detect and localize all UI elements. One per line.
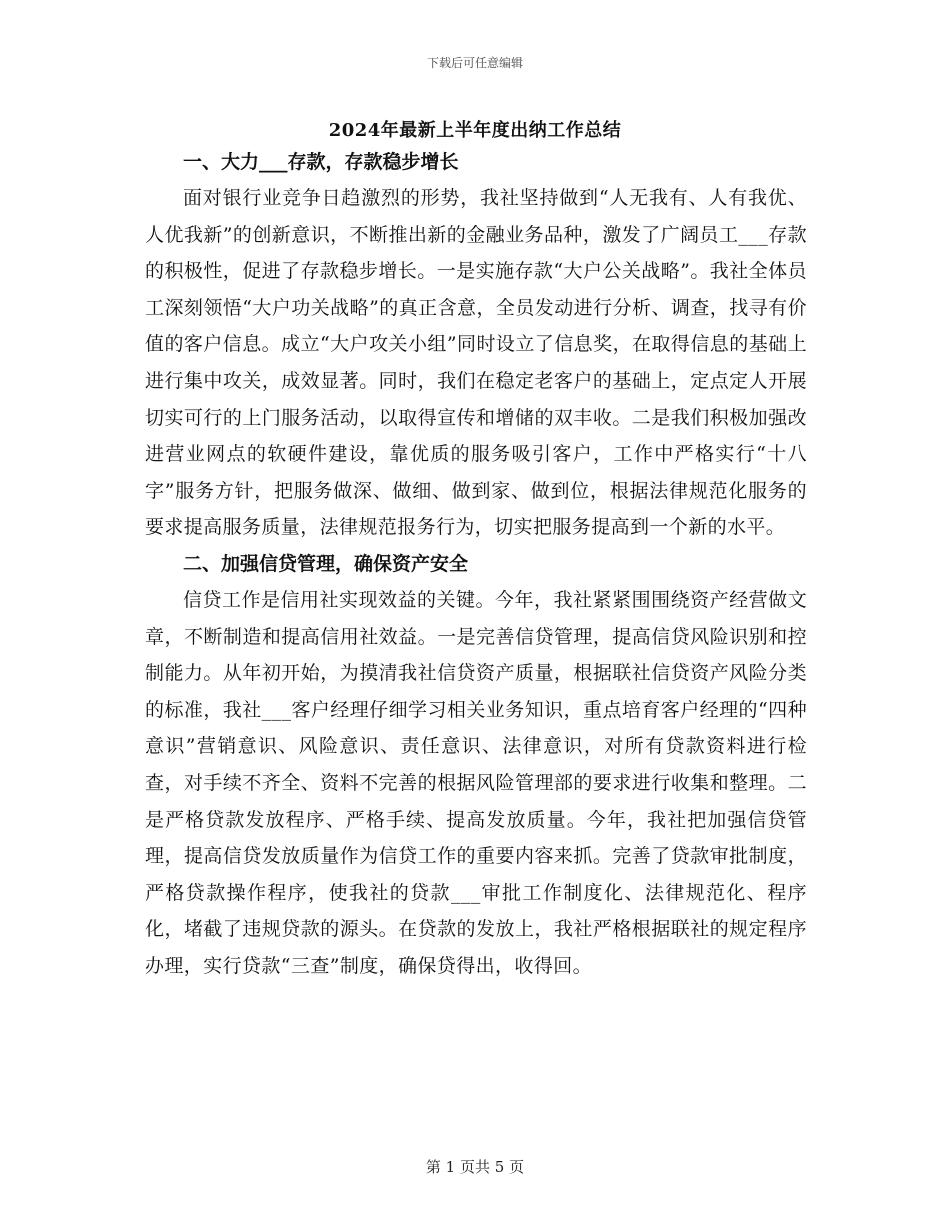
section-heading-1: 一、大力___存款，存款稳步增长: [183, 151, 459, 173]
page-number: 第 1 页共 5 页: [425, 1158, 525, 1176]
document-body: [145, 146, 807, 986]
section-paragraph-2: 信贷工作是信用社实现效益的关键。今年，我社紧紧围围绕资产经营做文章，不断制造和提高信用社效益。一是完善信贷管理，提高信贷风险识别和控制能力。从年初开始，为摸清我社信贷资产质量，根据联社信贷资产风险分类的标准，我社___客户经理仔细学习相关业务知识，重点培育客户经理的“四种意识”营销意识、风险意识、责任意识、法律意识，对所有贷款资料进行检查，对手续不齐全、资料不完善的根据风险管理部的要求进行收集和整理。二是严格贷款发放程序、严格手续、提高发放质量。今年，我社把加强信贷管理，提高信贷发放质量作为信贷工作的重要内容来抓。完善了贷款审批制度，严格贷款操作程序，使我社的贷款___审批工作制度化、法律规范化、程序化，堵截了违规贷款的源头。在贷款的发放上，我社严格根据联社的规定程序办理，实行贷款“三查”制度，确保贷得出，收得回。: [145, 588, 807, 977]
header-note: 下载后可任意编辑: [426, 56, 523, 70]
section-paragraph-1: 面对银行业竞争日趋激烈的形势，我社坚持做到“人无我有、人有我优、人优我新”的创新意识，不断推出新的金融业务品种，激发了广阔员工___存款的积极性，促进了存款稳步增长。一是实施存款“大户公关战略”。我社全体员工深刻领悟“大户功关战略”的真正含意，全员发动进行分析、调查，找寻有价值的客户信息。成立“大户攻关小组”同时设立了信息奖，在取得信息的基础上进行集中攻关，成效显著。同时，我们在稳定老客户的基础上，定点定人开展切实可行的上门服务活动，以取得宣传和增储的双丰收。二是我们积极加强改进营业网点的软硬件建设，靠优质的服务吸引客户，工作中严格实行“十八字”服务方针，把服务做深、做细、做到家、做到位，根据法律规范化服务的要求提高服务质量，法律规范报务行为，切实把服务提高到一个新的水平。: [145, 187, 807, 539]
section-heading-2: 二、加强信贷管理，确保资产安全: [183, 552, 469, 575]
document-title: 2024年最新上半年度出纳工作总结: [328, 120, 622, 141]
